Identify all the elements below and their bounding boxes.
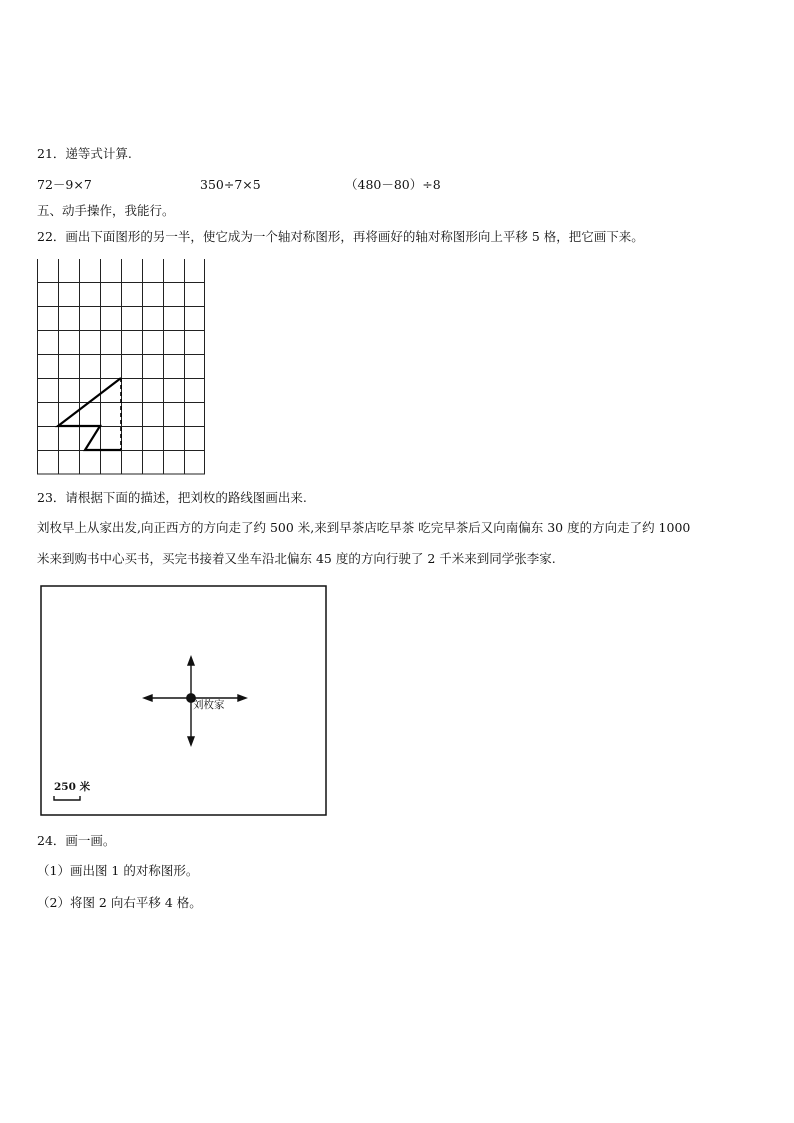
half-figure [58, 378, 121, 450]
q23-description-line-1: 刘枚早上从家出发,向正西方的方向走了约 500 米,来到早茶店吃早茶 吃完早茶后又向南偏东 30 度的方向走了约 1000 [37, 520, 691, 535]
home-label: 刘枚家 [193, 699, 225, 711]
q21-expression-2: 350÷7×5 [200, 177, 261, 192]
q22-grid-svg [37, 259, 205, 475]
section-5-title: 五、动手操作，我能行。 [37, 203, 175, 218]
scale-label: 250 米 [54, 781, 91, 793]
q21-expression-1: 72－9×7 [37, 177, 92, 192]
q21-title: 21．递等式计算. [37, 146, 132, 161]
q24-subquestion-2: （2）将图 2 向右平移 4 格。 [37, 895, 202, 910]
q24-subquestion-1: （1）画出图 1 的对称图形。 [37, 863, 199, 878]
q23-title: 23．请根据下面的描述，把刘枚的路线图画出来. [37, 490, 307, 505]
q21-expression-3: （480－80）÷8 [345, 177, 441, 192]
q23-route-map [40, 585, 327, 816]
q22-grid-figure [37, 259, 205, 475]
q24-title: 24．画一画。 [37, 833, 116, 848]
q22-title: 22．画出下面图形的另一半，使它成为一个轴对称图形，再将画好的轴对称图形向上平移 5 格，把它画下来。 [37, 229, 644, 244]
q23-description-line-2: 米来到购书中心买书，买完书接着又坐车沿北偏东 45 度的方向行驶了 2 千米来到同学张李家. [37, 551, 556, 566]
